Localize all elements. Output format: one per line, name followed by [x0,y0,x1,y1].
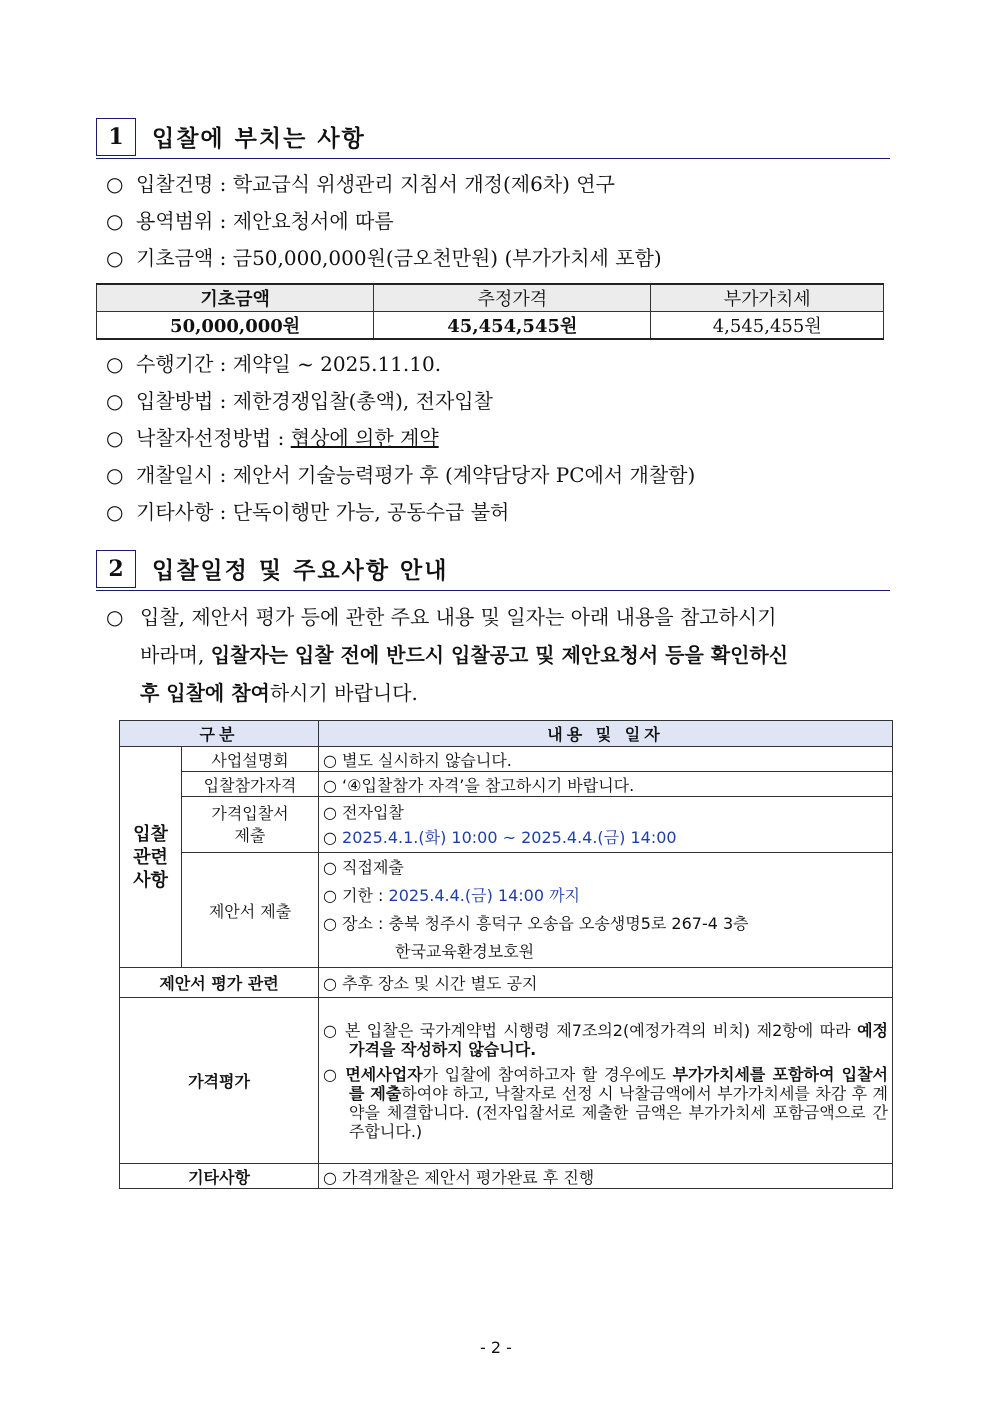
schedule-table [119,720,893,1189]
page-number: - 2 - [480,1338,512,1357]
group-bid-related: 입찰 관련 사항 [120,747,182,968]
row-content-qualification: ○ ‘④입찰참가 자격’을 참고하시기 바랍니다. [319,772,893,797]
header-category: 구분 [120,721,319,747]
row-label-qualification: 입찰참가자격 [182,772,319,797]
notice-paragraph: ○ 입찰, 제안서 평가 등에 관한 주요 내용 및 일자는 아래 내용을 참고하시기 바라며, 입찰자는 입찰 전에 반드시 입찰공고 및 제안요청서 등을 확인하신 후 입찰에 참여하시기 바랍니다. [106,605,789,705]
header-estimated-price: 추정가격 [374,284,651,312]
value-vat: 4,545,455원 [651,312,884,340]
row-label-evaluation: 제안서 평가 관련 [120,968,319,998]
item-opening-date: ○ 개찰일시 : 제안서 기술능력평가 후 (계약담당자 PC에서 개찰함) [106,463,696,487]
row-label-price-eval: 가격평가 [120,998,319,1164]
value-base-amount: 50,000,000원 [97,312,374,340]
section-title: 입찰일정 및 주요사항 안내 [152,557,449,584]
row-label-proposal: 제안서 제출 [182,853,319,968]
item-scope: ○ 용역범위 : 제안요청서에 따름 [106,209,394,233]
row-content-proposal: ○ 직접제출 ○ 기한 : 2025.4.4.(금) 14:00 까지 ○ 장소 : 충북 청주시 흥덕구 오송읍 오송생명5로 267-4 3층 한국교육환경보호원 [319,853,893,968]
header-vat: 부가가치세 [651,284,884,312]
section-number: 2 [96,550,136,588]
price-table [96,283,884,340]
row-content-etc: ○ 가격개찰은 제안서 평가완료 후 진행 [319,1164,893,1189]
row-content-price-eval: ○ 본 입찰은 국가계약법 시행령 제7조의2(예정가격의 비치) 제2항에 따라 예정가격을 작성하지 않습니다. ○ 면세사업자가 입찰에 참여하고자 할 경우에도 부가가치세를 포함하여 입찰서를 제출하여야 하고, 낙찰자로 선정 시 낙찰금액에서 부가가치세를 차감 후 계약을 체결합니다. (전자입찰서로 제출한 금액은 부가가치세 포함금액으로 간주합니다.) [319,998,893,1164]
item-etc: ○ 기타사항 : 단독이행만 가능, 공동수급 불허 [106,500,510,524]
section-1-header [96,118,890,159]
item-selection-method: ○ 낙찰자선정방법 : 협상에 의한 계약 [106,426,439,450]
row-label-price-bid: 가격입찰서 제출 [182,797,319,853]
row-label-etc: 기타사항 [120,1164,319,1189]
section-title: 입찰에 부치는 사항 [152,125,366,152]
row-content-evaluation: ○ 추후 장소 및 시간 별도 공지 [319,968,893,998]
row-content-briefing: ○ 별도 실시하지 않습니다. [319,747,893,772]
item-period: ○ 수행기간 : 계약일 ~ 2025.11.10. [106,352,442,376]
item-base-amount: ○ 기초금액 : 금50,000,000원(금오천만원) (부가가치세 포함) [106,246,662,270]
row-label-briefing: 사업설명회 [182,747,319,772]
section-2-header [96,550,890,591]
value-estimated-price: 45,454,545원 [374,312,651,340]
header-base-amount: 기초금액 [97,284,374,312]
section-number: 1 [96,118,136,156]
item-project-name: ○ 입찰건명 : 학교급식 위생관리 지침서 개정(제6차) 연구 [106,172,615,196]
row-content-price-bid: ○ 전자입찰 ○ 2025.4.1.(화) 10:00 ~ 2025.4.4.(금) 14:00 [319,797,893,853]
item-bid-method: ○ 입찰방법 : 제한경쟁입찰(총액), 전자입찰 [106,389,493,413]
header-content: 내용 및 일자 [319,721,893,747]
